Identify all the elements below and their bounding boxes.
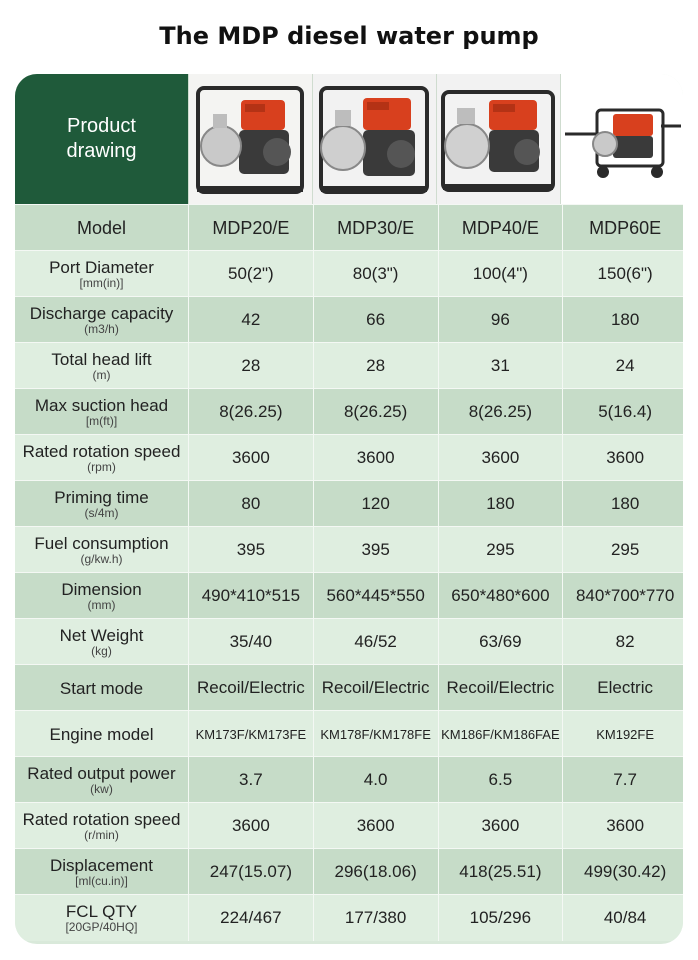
value-cell: 3600 [439,803,564,849]
value-cell: Recoil/Electric [314,665,439,711]
product-drawing-header [15,74,188,204]
row-unit: [ml(cu.in)] [75,874,128,888]
value-cell: 35/40 [189,619,314,665]
row-label-cell [15,849,189,895]
value-cell: KM192FE [596,726,655,742]
row-label-cell [15,205,189,251]
row-label: Priming time [54,488,149,507]
value-cell: 224/467 [189,895,314,941]
value-cell: Recoil/Electric [439,665,564,711]
value-cell: 3600 [439,435,564,481]
value-cell: 650*480*600 [439,573,564,619]
row-label: Model [76,217,127,238]
row-label-cell [15,711,189,757]
pump-photo-icon [313,74,436,204]
value-cell: Recoil/Electric [189,665,314,711]
value-cell: 28 [314,343,439,389]
value-cell: 8(26.25) [189,389,314,435]
spec-row [15,618,683,665]
value-cell: 7.7 [613,770,637,789]
pump-image-mdp40e [436,74,560,204]
value-cell: 395 [189,527,314,573]
row-label: Dimension [61,580,142,599]
value-cell: MDP30/E [314,205,439,251]
value-cell: 395 [314,527,439,573]
row-label-cell [15,251,189,297]
value-cell: 180 [610,494,640,513]
value-cell: 63/69 [439,619,564,665]
value-cell: 96 [439,297,564,343]
spec-row [15,894,683,941]
spec-row [15,250,683,297]
value-cell: 418(25.51) [439,849,564,895]
row-label: Engine model [49,724,154,744]
spec-row [15,664,683,711]
value-cell: 42 [189,297,314,343]
value-cell: 3600 [314,435,439,481]
spec-row [15,388,683,435]
value-cell: 100(4") [439,251,564,297]
spec-row [15,710,683,757]
spec-row [15,572,683,619]
row-label-cell [15,619,189,665]
product-drawing-label-line1: Product [67,115,136,137]
spec-row [15,756,683,803]
value-cell: 8(26.25) [439,389,564,435]
value-cell: 247(15.07) [189,849,314,895]
spec-row [15,848,683,895]
value-cell: MDP20/E [189,205,314,251]
row-label: Total head lift [51,350,152,369]
row-label: Max suction head [34,396,169,415]
value-cell: 3600 [606,448,645,467]
value-cell: MDP40/E [439,205,564,251]
page-title: The MDP diesel water pump [159,22,539,50]
value-cell: 120 [314,481,439,527]
row-label-cell [15,757,189,803]
value-cell: 3600 [314,803,439,849]
value-cell: 46/52 [314,619,439,665]
row-label-cell [15,665,189,711]
value-cell: 295 [610,540,640,559]
value-cell: MDP60E [589,217,662,238]
row-label: Discharge capacity [29,304,174,323]
pump-image-mdp60e [560,74,683,204]
value-cell: 840*700*770 [575,586,675,605]
row-unit: (s/4m) [84,506,119,520]
value-cell: 66 [314,297,439,343]
value-cell: KM173F/KM173FE [189,711,314,757]
value-cell: 105/296 [439,895,564,941]
row-unit: (kw) [90,782,113,796]
value-cell: 3600 [189,435,314,481]
row-label-cell [15,389,189,435]
spec-table [15,74,683,944]
spec-row [15,434,683,481]
row-label-cell [15,481,189,527]
value-cell: 490*410*515 [189,573,314,619]
value-cell: 5(16.4) [598,402,653,421]
value-cell: KM186F/KM186FAE [439,711,564,757]
row-unit: (m3/h) [84,322,119,336]
value-cell: 82 [615,632,635,651]
row-label: Start mode [59,678,144,698]
value-cell: 40/84 [603,908,647,927]
row-label-cell [15,803,189,849]
pump-photo-icon [189,74,312,204]
row-unit: [m(ft)] [85,414,118,428]
row-label-cell [15,527,189,573]
spec-row [15,342,683,389]
value-cell: 4.0 [314,757,439,803]
row-label-cell [15,297,189,343]
value-cell: 499(30.42) [584,862,667,881]
pump-photo-icon [561,74,683,204]
value-cell: 50(2") [189,251,314,297]
row-label: Port Diameter [49,258,154,277]
row-label: Rated rotation speed [22,442,181,461]
row-unit: (m) [92,368,111,382]
row-label-cell [15,573,189,619]
value-cell: 80(3") [314,251,439,297]
spec-row [15,526,683,573]
value-cell: Electric [597,678,653,697]
value-cell: 31 [439,343,564,389]
value-cell: 296(18.06) [314,849,439,895]
row-unit: (rpm) [87,460,116,474]
value-cell: 295 [439,527,564,573]
pump-image-mdp20e [188,74,312,204]
value-cell: 150(6") [597,264,653,283]
pump-photo-icon [437,74,560,204]
row-label: FCL QTY [65,902,138,921]
value-cell: 3600 [606,816,645,835]
row-unit: [20GP/40HQ] [65,920,138,934]
spec-row [15,480,683,527]
value-cell: 8(26.25) [314,389,439,435]
value-cell: 24 [615,356,635,375]
row-unit: (kg) [91,644,112,658]
row-label: Net Weight [59,626,144,645]
row-label-cell [15,343,189,389]
value-cell: 80 [189,481,314,527]
row-label: Displacement [50,856,153,875]
value-cell: 177/380 [314,895,439,941]
row-unit: (mm) [87,598,116,612]
pump-image-mdp30e [312,74,436,204]
value-cell: KM178F/KM178FE [314,711,439,757]
value-cell: 180 [610,310,640,329]
value-cell: 28 [189,343,314,389]
spec-row [15,296,683,343]
row-label: Fuel consumption [34,534,169,553]
value-cell: 3.7 [189,757,314,803]
value-cell: 6.5 [439,757,564,803]
value-cell: 180 [439,481,564,527]
spec-row [15,802,683,849]
row-unit: [mm(in)] [79,276,124,290]
row-unit: (r/min) [84,828,119,842]
row-label: Rated rotation speed [22,810,181,829]
row-label: Rated output power [27,764,176,783]
product-drawing-label-line2: drawing [66,140,137,162]
row-label-cell [15,895,189,941]
value-cell: 560*445*550 [314,573,439,619]
row-label-cell [15,435,189,481]
row-unit: (g/kw.h) [80,552,123,566]
model-row [15,204,683,251]
value-cell: 3600 [189,803,314,849]
